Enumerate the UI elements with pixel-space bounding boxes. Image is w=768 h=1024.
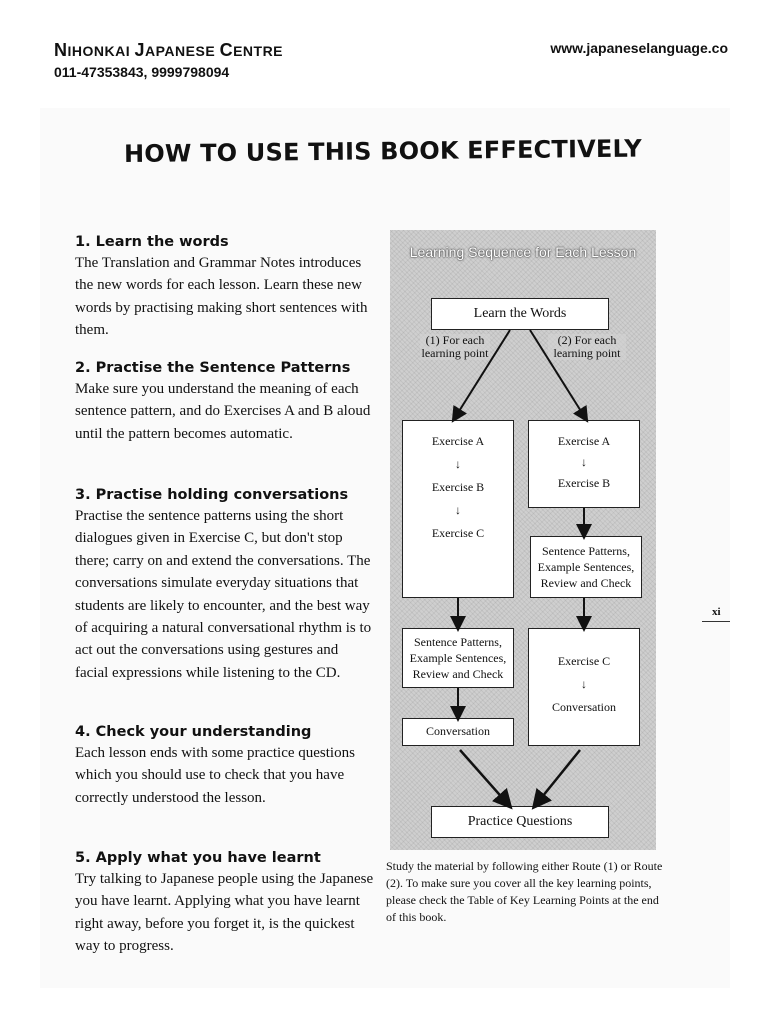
route-2-label: (2) For each learning point bbox=[548, 334, 626, 360]
route-2-sentence-patterns-box: Sentence Patterns, Example Sentences, Review and Check bbox=[530, 536, 642, 598]
section-learn-words bbox=[75, 234, 375, 342]
down-arrow-icon: ↓ bbox=[581, 677, 587, 691]
route-1-sentence-patterns-box: Sentence Patterns, Example Sentences, Review and Check bbox=[402, 628, 514, 688]
section-heading: 4. Check your understanding bbox=[75, 724, 312, 740]
section-conversations bbox=[75, 487, 375, 684]
section-body: Each lesson ends with some practice questions which you should use to check that you have correctly understood the lesson. bbox=[75, 745, 355, 806]
section-body: Make sure you understand the meaning of each sentence pattern, and do Exercises A and B aloud until the pattern becomes automatic. bbox=[75, 381, 371, 442]
practice-questions-box: Practice Questions bbox=[431, 806, 609, 838]
route-1-conversation-box: Conversation bbox=[402, 718, 514, 746]
section-heading: 2. Practise the Sentence Patterns bbox=[75, 360, 351, 376]
centre-name: NIHONKAI JAPANESE CENTRE bbox=[54, 40, 284, 60]
section-heading: 1. Learn the words bbox=[75, 234, 229, 250]
route-1-label: (1) For each learning point bbox=[421, 333, 489, 360]
page-number: xi bbox=[712, 606, 721, 618]
down-arrow-icon: ↓ bbox=[455, 457, 461, 471]
section-sentence-patterns bbox=[75, 360, 375, 445]
section-heading: 3. Practise holding conversations bbox=[75, 487, 349, 503]
flowchart-caption: Study the material by following either Route (1) or Route (2). To make sure you cover all the key learning points, please check the Table of Key Learning Points at the end of this book. bbox=[386, 859, 663, 924]
section-apply-learnt bbox=[75, 850, 375, 958]
section-body: Practise the sentence patterns using the short dialogues given in Exercise C, but don't stop there; carry on and extend the conversations. The conversations simulate everyday situations that students are likely to encounter, and the best way of acquiring a natural conversational rhythm is to act out the conversations using gestures and facial expressions while listening to the CD. bbox=[75, 508, 372, 681]
down-arrow-icon: ↓ bbox=[455, 503, 461, 517]
section-body: Try talking to Japanese people using the Japanese you have learnt. Applying what you have learnt right away, before you forget it, is the quickest way to progress. bbox=[75, 871, 374, 955]
section-check-understanding bbox=[75, 724, 375, 809]
learn-words-box: Learn the Words bbox=[431, 298, 609, 330]
page-title: HOW TO USE THIS BOOK EFFECTIVELY bbox=[123, 134, 642, 168]
route-1-exercise-box: Exercise A ↓ Exercise B ↓ Exercise C bbox=[402, 420, 514, 598]
flowchart-heading: Learning Sequence for Each Lesson bbox=[409, 244, 637, 260]
centre-url[interactable]: www.japaneselanguage.co bbox=[550, 40, 728, 56]
section-body: The Translation and Grammar Notes introduces the new words for each lesson. Learn these new words by practising making short sentences with them. bbox=[75, 255, 368, 339]
route-2-exercise-box: Exercise A ↓ Exercise B bbox=[528, 420, 640, 508]
section-heading: 5. Apply what you have learnt bbox=[75, 850, 321, 866]
centre-phone: 011-47353843, 9999798094 bbox=[54, 64, 230, 80]
route-2-exercise-c-box: Exercise C ↓ Conversation bbox=[528, 628, 640, 746]
page-number-rule bbox=[702, 621, 730, 622]
down-arrow-icon: ↓ bbox=[581, 455, 587, 469]
flowchart-arrows bbox=[390, 230, 656, 850]
